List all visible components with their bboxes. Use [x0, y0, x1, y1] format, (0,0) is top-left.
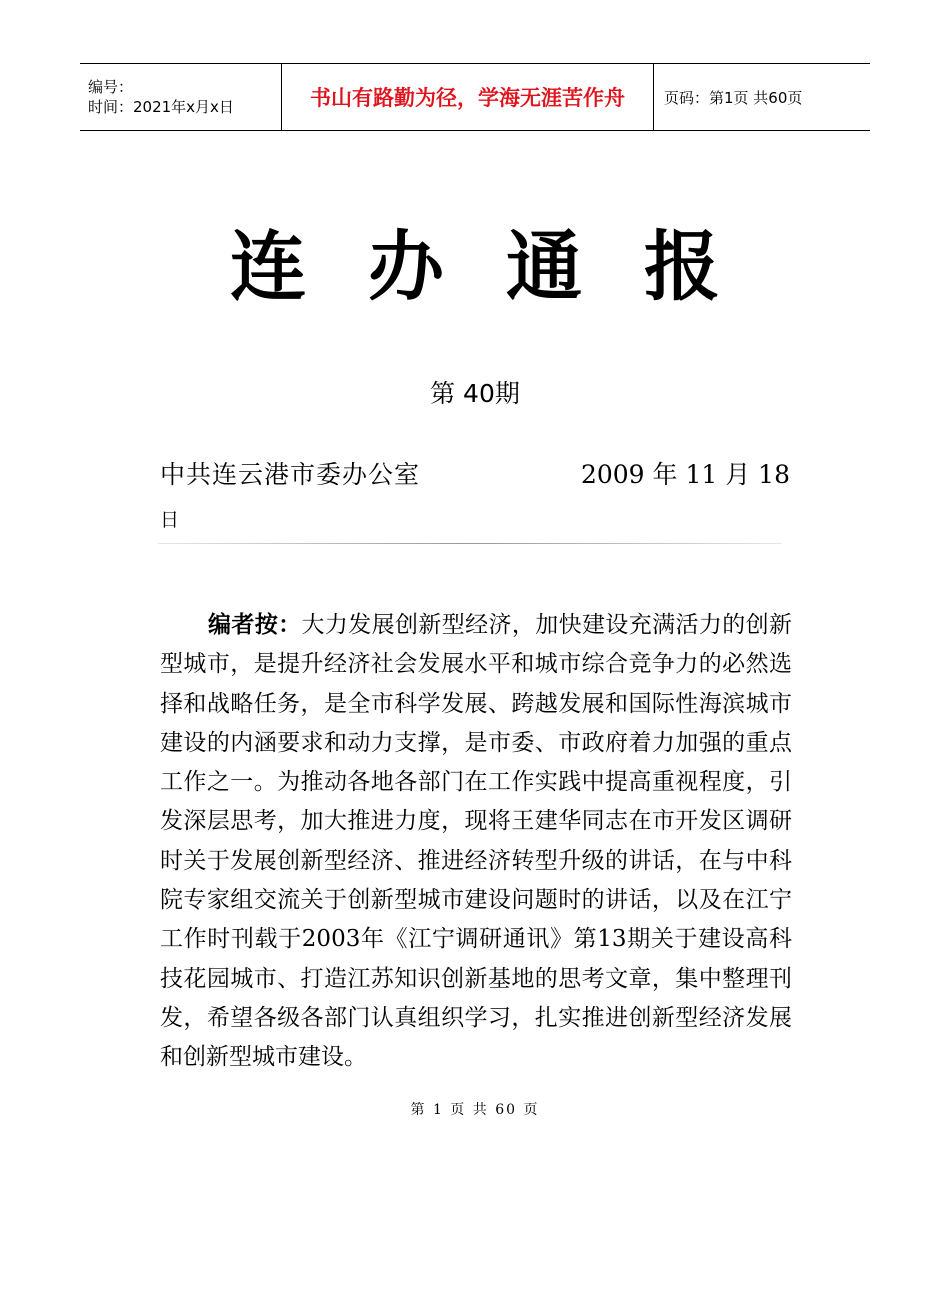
editor-note-lead: 编者按： [208, 611, 302, 638]
header-motto-cell [281, 64, 654, 130]
header-page-cell [654, 64, 870, 130]
editor-note-body: 大力发展创新型经济，加快建设充满活力的创新型城市，是提升经济社会发展水平和城市综合竞争力的必然选择和战略任务，是全市科学发展、跨越发展和国际性海滨城市建设的内涵要求和动力支撑，是市委、市政府着力加强的重点工作之一。为推动各地各部门在工作实践中提高重视程度，引发深层思考，加大推进力度，现将王建华同志在市开发区调研时关于发展创新型经济、推进经济转型升级的讲话，在与中科院专家组交流关于创新型城市建设问题时的讲话，以及在江宁工作时刊载于2003年《江宁调研通讯》第13期关于建设高科技花园城市、打造江苏知识创新基地的思考文章，集中整理刊发，希望各级各部门认真组织学习，扎实推进创新型经济发展和创新型城市建设。 [160, 612, 792, 1071]
serial-label: 编号： [88, 78, 134, 96]
divider-line [158, 543, 782, 544]
issue-date-tail: 日 [160, 509, 180, 531]
issue-date: 2009 年 11 月 18 [580, 460, 790, 489]
time-label: 时间：2021年x月x日 [88, 98, 234, 116]
header-table [80, 63, 870, 131]
editor-note [160, 605, 792, 1078]
header-meta-cell [80, 64, 281, 130]
motto-text: 书山有路勤为径，学海无涯苦作舟 [310, 86, 625, 110]
issue-number: 第 40期 [430, 379, 520, 408]
issuer-name: 中共连云港市委办公室 [160, 460, 421, 489]
page-info: 页码：第1页 共60页 [664, 88, 803, 107]
document-title: 连办通报 [230, 222, 782, 311]
page-footer: 第 1 页 共 60 页 [410, 1102, 540, 1118]
